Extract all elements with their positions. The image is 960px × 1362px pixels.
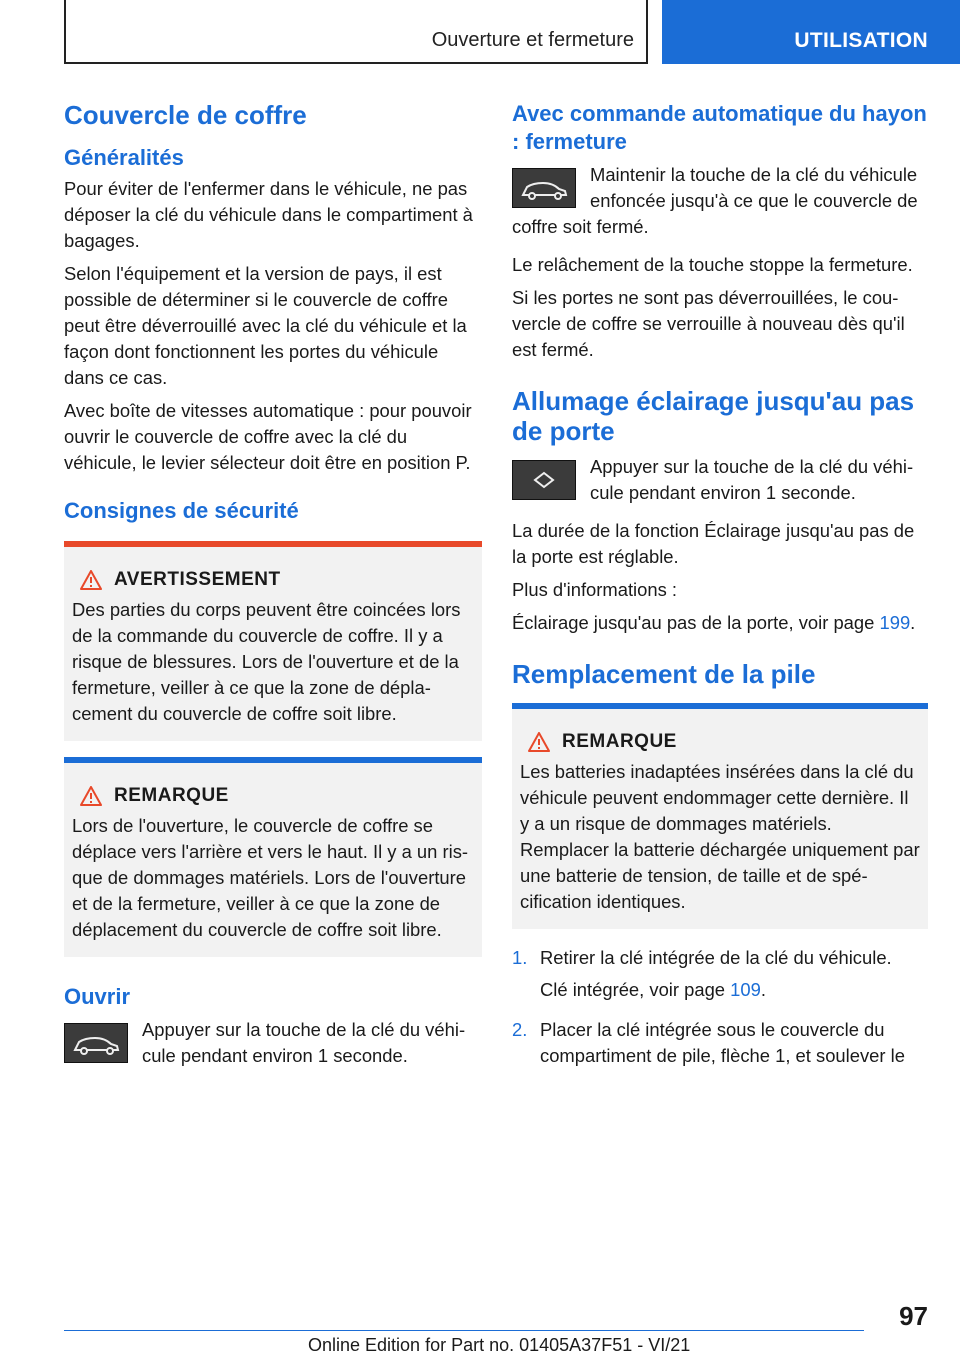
note-callout: [64, 757, 482, 957]
warning-triangle-icon: [80, 786, 102, 806]
auto-close-heading: Avec commande automatique du hayon : fermeture: [512, 101, 927, 154]
right-column: [512, 100, 928, 1077]
entry-lighting-reference-text: Éclairage jusqu'au pas de la porte, voir page: [512, 612, 880, 633]
entry-lighting-title: Allumage éclairage jusqu'au pas de porte: [512, 386, 915, 446]
open-instruction: [64, 1017, 482, 1069]
entry-lighting-paragraph-1: La durée de la fonction Éclairage jusqu'au pas de la porte est réglable.: [512, 520, 915, 567]
step-number: 2.: [512, 1019, 528, 1040]
footer-edition: Online Edition for Part no. 01405A37F51 - VI/21: [308, 1335, 691, 1355]
trunk-key-icon: [512, 168, 576, 208]
header-section-title: Ouverture et fermeture: [431, 29, 634, 51]
entry-lighting-page-link[interactable]: 199: [879, 612, 911, 633]
footer-divider: [64, 1330, 864, 1331]
integrated-key-page-link[interactable]: 109: [730, 979, 761, 1000]
auto-close-paragraph-1: Le relâchement de la touche stoppe la fermeture.: [512, 254, 913, 275]
entry-lighting-reference: [512, 610, 928, 636]
warning-callout-header: [72, 569, 474, 591]
open-instruction-text: Appuyer sur la touche de la clé du véhicule pendant environ 1 seconde.: [142, 1019, 466, 1066]
warning-callout-title: AVERTISSEMENT: [114, 569, 281, 590]
step-reference: [540, 977, 892, 1003]
step-reference-end: .: [760, 979, 766, 1000]
entry-lighting-paragraph-2: Plus d'informations :: [512, 579, 678, 600]
warning-callout: [64, 541, 482, 741]
entry-lighting-instruction-text: Appuyer sur la touche de la clé du véhicule pendant environ 1 seconde.: [590, 456, 914, 503]
header-chapter-tab: [662, 0, 960, 64]
note-callout-header: [72, 785, 474, 807]
auto-close-instruction-text: Maintenir la touche de la clé du véhicule enfoncée jusqu'à ce que le couvercle de coffre soit fermé.: [512, 164, 918, 237]
step-reference-text: Clé intégrée, voir page: [540, 979, 731, 1000]
note-callout-text: Lors de l'ouverture, le couvercle de coffre se déplace vers l'arrière et vers le haut. Il y a un risque de dommages matériels. Lors de l'ouverture et de la fermeture, veiller à ce que la zone de déplacement du couvercle de coffre soit libre.: [72, 815, 469, 940]
header-section-box: [64, 0, 648, 64]
trunk-lid-title: Couvercle de coffre: [64, 100, 307, 130]
general-paragraph-1: Pour éviter de l'enfermer dans le véhicule, ne pas déposer la clé du véhicule dans le compartiment à bagages.: [64, 178, 473, 251]
safety-heading: Consignes de sécurité: [64, 498, 299, 523]
general-heading: Généralités: [64, 145, 184, 170]
step-text: Retirer la clé intégrée de la clé du véhicule.: [540, 947, 892, 968]
warning-triangle-icon: [528, 732, 550, 752]
battery-note-header: [520, 731, 920, 753]
battery-title: Remplacement de la pile: [512, 659, 816, 689]
battery-step-2: [512, 1017, 928, 1075]
warning-triangle-icon: [80, 570, 102, 590]
battery-note-callout: [512, 703, 928, 929]
general-paragraph-2: Selon l'équipement et la version de pays, il est possible de déterminer si le couvercle de coffre peut être déverrouillé avec la clé du véhicule et la façon dont fonctionnent les portes du véhicule dans ce cas.: [64, 263, 467, 388]
step-number: 1.: [512, 947, 528, 968]
page-number: 97: [899, 1301, 928, 1331]
battery-note-text: Les batteries inadaptées insérées dans la clé du véhicule peuvent endommager cette dernière. Il y a un risque de dommages matériels. Remplacer la batterie déchargée uniquement par une batterie de tension, de taille et de spécification identiques.: [520, 761, 920, 912]
entry-lighting-reference-end: .: [910, 612, 916, 633]
header-chapter-title: UTILISATION: [794, 29, 928, 52]
open-heading: Ouvrir: [64, 984, 131, 1009]
auto-close-paragraph-2: Si les portes ne sont pas déverrouillées, le couvercle de coffre se verrouille à nouveau dès qu'il est fermé.: [512, 287, 905, 360]
step-text: Placer la clé intégrée sous le couvercle du compartiment de pile, flèche 1, et soulever le: [540, 1019, 905, 1066]
left-column: [64, 100, 482, 1079]
auto-close-instruction: [512, 162, 928, 240]
light-key-icon: [512, 460, 576, 500]
general-paragraph-3: Avec boîte de vitesses automatique : pour pouvoir ouvrir le couvercle de coffre avec la clé du véhicule, le levier sélecteur doit être en position P.: [64, 400, 472, 473]
entry-lighting-instruction: [512, 454, 928, 506]
trunk-key-icon: [64, 1023, 128, 1063]
battery-note-title: REMARQUE: [562, 731, 677, 752]
warning-callout-text: Des parties du corps peuvent être coincées lors de la commande du couvercle de coffre. Il y a risque de blessures. Lors de l'ouverture et de la fermeture, veiller à ce que la zone de déplacement du couvercle de coffre soit libre.: [72, 599, 461, 724]
battery-step-1: [512, 945, 928, 1009]
note-callout-title: REMARQUE: [114, 785, 229, 806]
